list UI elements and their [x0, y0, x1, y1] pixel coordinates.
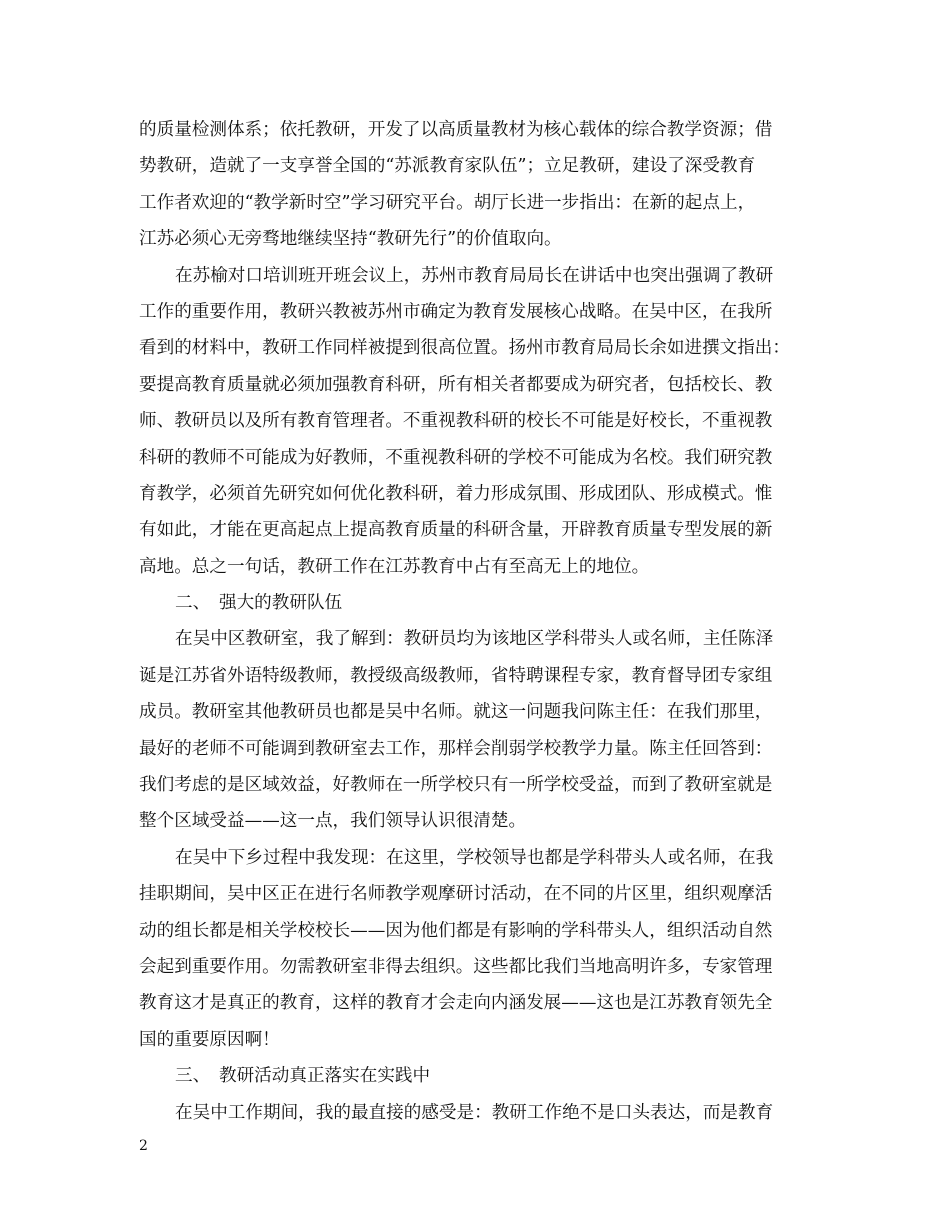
text-line: 国的重要原因啊！: [139, 1029, 280, 1050]
text-line: 我们考虑的是区域效益，好教师在一所学校只有一所学校受益，而到了教研室就是: [139, 775, 773, 796]
text-line: 动的组长都是相关学校校长——因为他们都是有影响的学科带头人，组织活动自然: [139, 920, 773, 941]
text-line: 工作的重要作用，教研兴教被苏州市确定为教育发展核心战略。在吴中区，在我所: [139, 301, 773, 322]
text-line: 看到的材料中，教研工作同样被提到很高位置。扬州市教育局局长余如进撰文指出：: [139, 338, 790, 359]
text-line: 势教研，造就了一支享誉全国的“苏派教育家队伍”；立足教研，建设了深受教育: [139, 156, 756, 177]
text-line: 在苏榆对口培训班开班会议上，苏州市教育局局长在讲话中也突出强调了教研: [175, 265, 774, 286]
text-line: 江苏必须心无旁骛地继续坚持“教研先行”的价值取向。: [139, 229, 562, 250]
text-line: 诞是江苏省外语特级教师，教授级高级教师，省特聘课程专家，教育督导团专家组: [139, 665, 773, 686]
text-line: 育教学，必须首先研究如何优化教科研，着力形成氛围、形成团队、形成模式。惟: [139, 483, 773, 504]
text-line: 在吴中区教研室，我了解到：教研员均为该地区学科带头人或名师，主任陈泽: [175, 629, 774, 650]
text-line: 有如此，才能在更高起点上提高教育质量的科研含量，开辟教育质量专型发展的新: [139, 520, 773, 541]
text-line: 挂职期间，吴中区正在进行名师教学观摩研讨活动，在不同的片区里，组织观摩活: [139, 884, 773, 905]
text-line: 成员。教研室其他教研员也都是吴中名师。就这一问题我问陈主任：在我们那里，: [139, 702, 773, 723]
body-text: [139, 112, 821, 1131]
text-line: 工作者欢迎的“教学新时空”学习研究平台。胡厅长进一步指出：在新的起点上，: [139, 192, 756, 213]
text-line: 要提高教育质量就必须加强教育科研，所有相关者都要成为研究者，包括校长、教: [139, 374, 773, 395]
text-line: 的质量检测体系；依托教研，开发了以高质量教材为核心载体的综合教学资源；借: [139, 120, 773, 140]
text-line: 会起到重要作用。勿需教研室非得去组织。这些都比我们当地高明许多，专家管理: [139, 956, 773, 977]
page-number: 2: [139, 1138, 148, 1154]
text-line: 二、 强大的教研队伍: [175, 593, 343, 614]
text-line: 科研的教师不可能成为好教师，不重视教科研的学校不可能成为名校。我们研究教: [139, 447, 773, 468]
text-line: 高地。总之一句话，教研工作在江苏教育中占有至高无上的地位。: [139, 556, 650, 577]
text-line: 在吴中工作期间，我的最直接的感受是：教研工作绝不是口头表达，而是教育: [175, 1102, 774, 1123]
text-line: 在吴中下乡过程中我发现：在这里，学校领导也都是学科带头人或名师，在我: [175, 847, 774, 868]
text-line: 三、 教研活动真正落实在实践中: [175, 1066, 431, 1087]
text-line: 教育这才是真正的教育，这样的教育才会走向内涵发展——这也是江苏教育领先全: [139, 993, 773, 1014]
text-line: 师、教研员以及所有教育管理者。不重视教科研的校长不可能是好校长，不重视教: [139, 411, 773, 432]
text-line: 最好的老师不可能调到教研室去工作，那样会削弱学校教学力量。陈主任回答到：: [139, 738, 773, 759]
text-line: 整个区域受益——这一点，我们领导认识很清楚。: [139, 811, 527, 832]
